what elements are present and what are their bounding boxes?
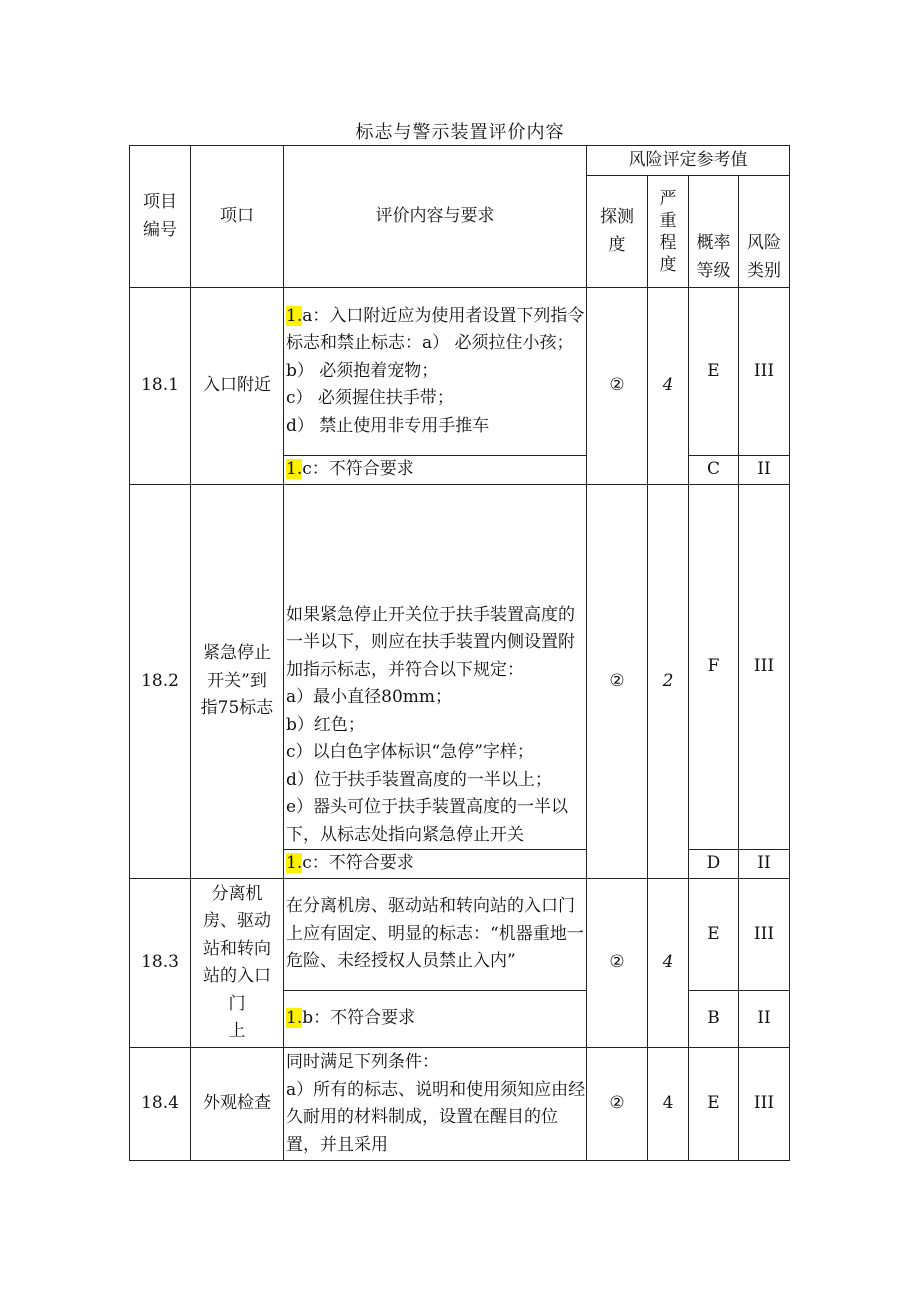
- row-severity: 4: [648, 879, 689, 1048]
- header-severity: 严 重 程 度: [648, 176, 689, 288]
- highlight-marker: 1.: [286, 853, 303, 874]
- table-row: [130, 879, 790, 991]
- row-type: III: [739, 1048, 790, 1161]
- header-row-1: [130, 146, 790, 176]
- table-row: [130, 485, 790, 850]
- row-prob: B: [689, 991, 739, 1048]
- row-detect: ②: [587, 879, 648, 1048]
- row-item: 外观检查: [191, 1048, 284, 1161]
- header-id: 项目 编号: [130, 146, 191, 288]
- row-type: II: [739, 991, 790, 1048]
- row-requirement: 在分离机房、驱动站和转向站的入口门上应有固定、明显的标志：“机器重地一危险、未经授权人员禁止入内”: [284, 879, 587, 991]
- row-type: III: [739, 288, 790, 456]
- row-detect: ②: [587, 1048, 648, 1161]
- row-id: 18.4: [130, 1048, 191, 1161]
- row-severity: 4: [648, 1048, 689, 1161]
- header-risk-group: 风险评定参考值: [587, 146, 790, 176]
- row-requirement: 如果紧急停止开关位于扶手装置高度的一半以下，则应在扶手装置内侧设置附加指示标志，并符合以下规定： a）最小直径80mm； b）红色； c）以白色字体标识“急停”字样； d）位于扶手装置高度的一半以上； e）器头可位于扶手装置高度的一半以下，从标志处指向紧急停止开关: [284, 485, 587, 850]
- row-id: 18.3: [130, 879, 191, 1048]
- row-prob: E: [689, 879, 739, 991]
- row-detect: ②: [587, 485, 648, 879]
- page-title: 标志与警示装置评价内容: [355, 122, 565, 143]
- row-type: II: [739, 850, 790, 879]
- header-type: 风险 类别: [739, 176, 790, 288]
- row-prob: E: [689, 1048, 739, 1161]
- row-detect: ②: [587, 288, 648, 485]
- highlight-marker: 1.: [286, 1008, 303, 1029]
- row-prob: E: [689, 288, 739, 456]
- row-severity: 4: [648, 288, 689, 485]
- header-prob: 概率 等级: [689, 176, 739, 288]
- row-item: 紧急停止 开关”到 指75标志: [191, 485, 284, 879]
- highlight-marker: 1.: [286, 305, 303, 326]
- row-requirement: 1.a：入口附近应为使用者设置下列指令标志和禁止标志：a） 必须拉住小孩； b） 必须抱着宠物； c） 必须握住扶手带； d） 禁止使用非专用手推车: [284, 288, 587, 456]
- table-row: [130, 288, 790, 456]
- highlight-marker: 1.: [286, 459, 303, 480]
- row-prob: F: [689, 485, 739, 850]
- row-type: III: [739, 485, 790, 850]
- row-prob: D: [689, 850, 739, 879]
- table-row: [130, 1048, 790, 1161]
- header-detect: 探测 度: [587, 176, 648, 288]
- row-id: 18.1: [130, 288, 191, 485]
- row-requirement: 同时满足下列条件： a）所有的标志、说明和使用须知应由经久耐用的材料制成，设置在醒目的位置，并且采用: [284, 1048, 587, 1161]
- row-nonconform: 1.c：不符合要求: [284, 850, 587, 879]
- row-severity: 2: [648, 485, 689, 879]
- header-item: 项口: [191, 146, 284, 288]
- evaluation-table: [129, 145, 790, 1161]
- row-id: 18.2: [130, 485, 191, 879]
- row-nonconform: 1.c：不符合要求: [284, 456, 587, 485]
- row-item: 入口附近: [191, 288, 284, 485]
- row-nonconform: 1.b：不符合要求: [284, 991, 587, 1048]
- row-type: II: [739, 456, 790, 485]
- header-content: 评价内容与要求: [284, 146, 587, 288]
- row-type: III: [739, 879, 790, 991]
- row-prob: C: [689, 456, 739, 485]
- row-item: 分离机 房、驱动 站和转向 站的入口 门 上: [191, 879, 284, 1048]
